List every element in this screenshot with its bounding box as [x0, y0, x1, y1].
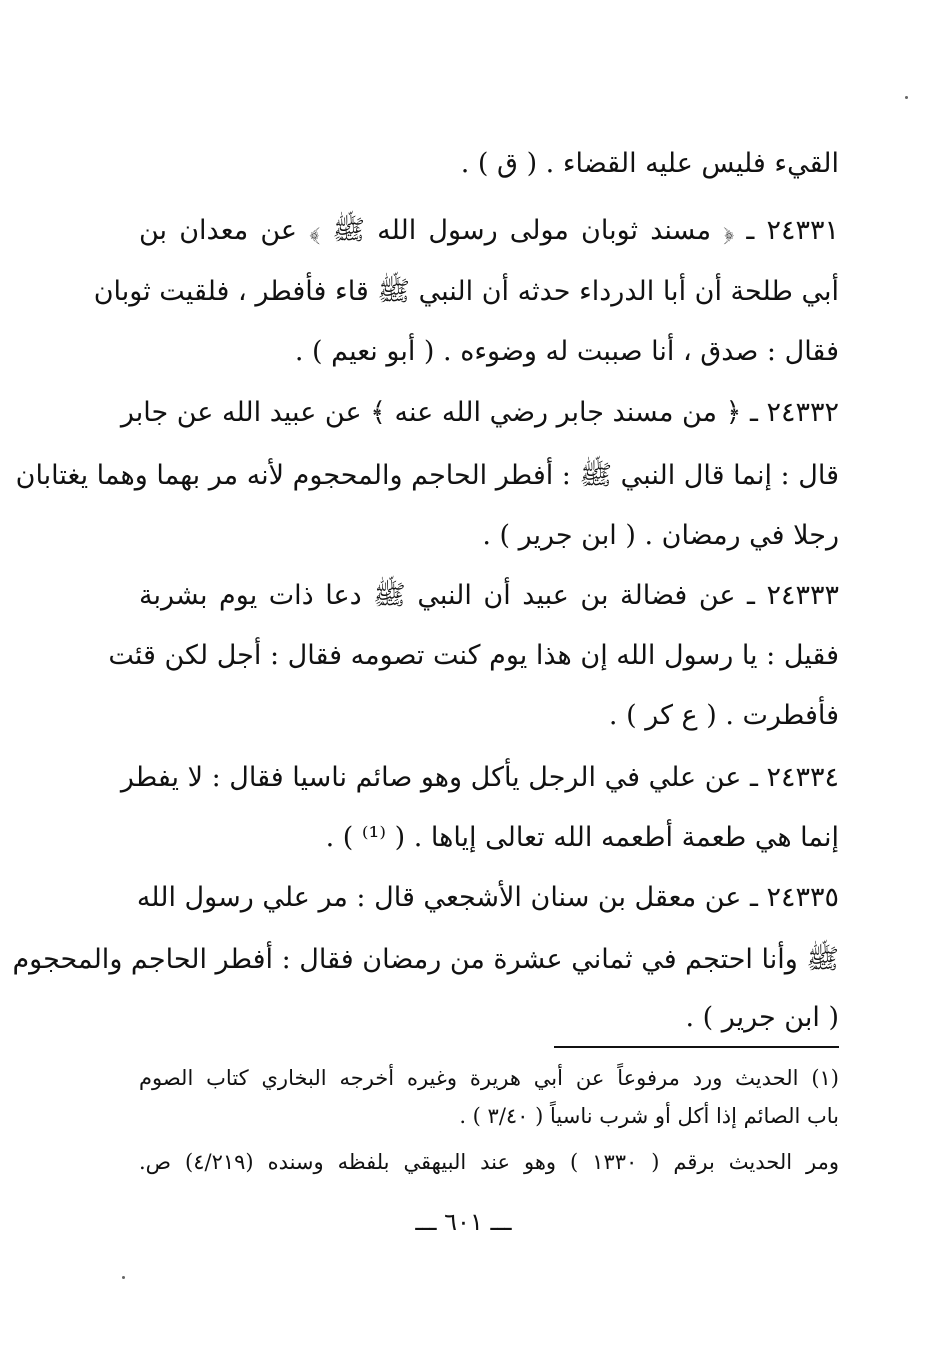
hadith-24335-heading: ٢٤٣٣٥ ـ عن معقل بن سنان الأشجعي قال : مر علي رسول الله: [136, 882, 839, 913]
hadith-24332-heading: ٢٤٣٣٢ ـ ﴿ من مسند جابر رضي الله عنه ﴾ عن عبيد الله عن جابر: [120, 397, 839, 428]
text-line: رجلا في رمضان . ( ابن جرير ) .: [482, 520, 839, 551]
text-line: فأفطرت . ( ع كر ) .: [608, 700, 839, 731]
footnote-line: ومر الحديث برقم ( ١٣٣٠ ) وهو عند البيهقي بلفظه وسنده (٤/٢١٩) ص.: [139, 1150, 840, 1174]
text-line: القيء فليس عليه القضاء . ( ق ) .: [460, 148, 839, 179]
page-number: ـــ ٦٠١ ـــ: [415, 1208, 512, 1236]
scan-speck: [905, 96, 908, 99]
scan-speck: [122, 1276, 125, 1279]
footnote-line: باب الصائم إذا أكل أو شرب ناسياً ( ٣/٤٠ ) .: [459, 1104, 839, 1128]
hadith-24331-heading: ٢٤٣٣١ ـ ﴿ مسند ثوبان مولى رسول الله ﷺ ﴾ عن معدان بن: [139, 215, 839, 246]
text-line: فقيل : يا رسول الله إن هذا يوم كنت تصومه فقال : أجل لكن قئت: [108, 640, 839, 671]
text-line: ﷺ وأنا احتجم في ثماني عشرة من رمضان فقال : أفطر الحاجم والمحجوم: [12, 944, 839, 975]
text-line: فقال : صدق ، أنا صببت له وضوءه . ( أبو نعيم ) .: [294, 336, 839, 367]
hadith-24334-heading: ٢٤٣٣٤ ـ عن علي في الرجل يأكل وهو صائم ناسيا فقال : لا يفطر: [120, 762, 839, 793]
footnote-line: (١) الحديث ورد مرفوعاً عن أبي هريرة وغيره أخرجه البخاري كتاب الصوم: [139, 1066, 839, 1090]
text-line: ( ابن جرير ) .: [685, 1002, 839, 1033]
text-line: إنما هي طعمة أطعمه الله تعالى إياها . ( ⁽¹⁾ ) .: [325, 822, 839, 853]
text-line: قال : إنما قال النبي ﷺ : أفطر الحاجم والمحجوم لأنه مر بهما وهما يغتابان: [15, 460, 839, 491]
text-line: أبي طلحة أن أبا الدرداء حدثه أن النبي ﷺ قاء فأفطر ، فلقيت ثوبان: [93, 276, 839, 307]
footnote-separator: [554, 1046, 839, 1048]
hadith-24333-heading: ٢٤٣٣٣ ـ عن فضالة بن عبيد أن النبي ﷺ دعا ذات يوم بشربة: [139, 580, 839, 611]
